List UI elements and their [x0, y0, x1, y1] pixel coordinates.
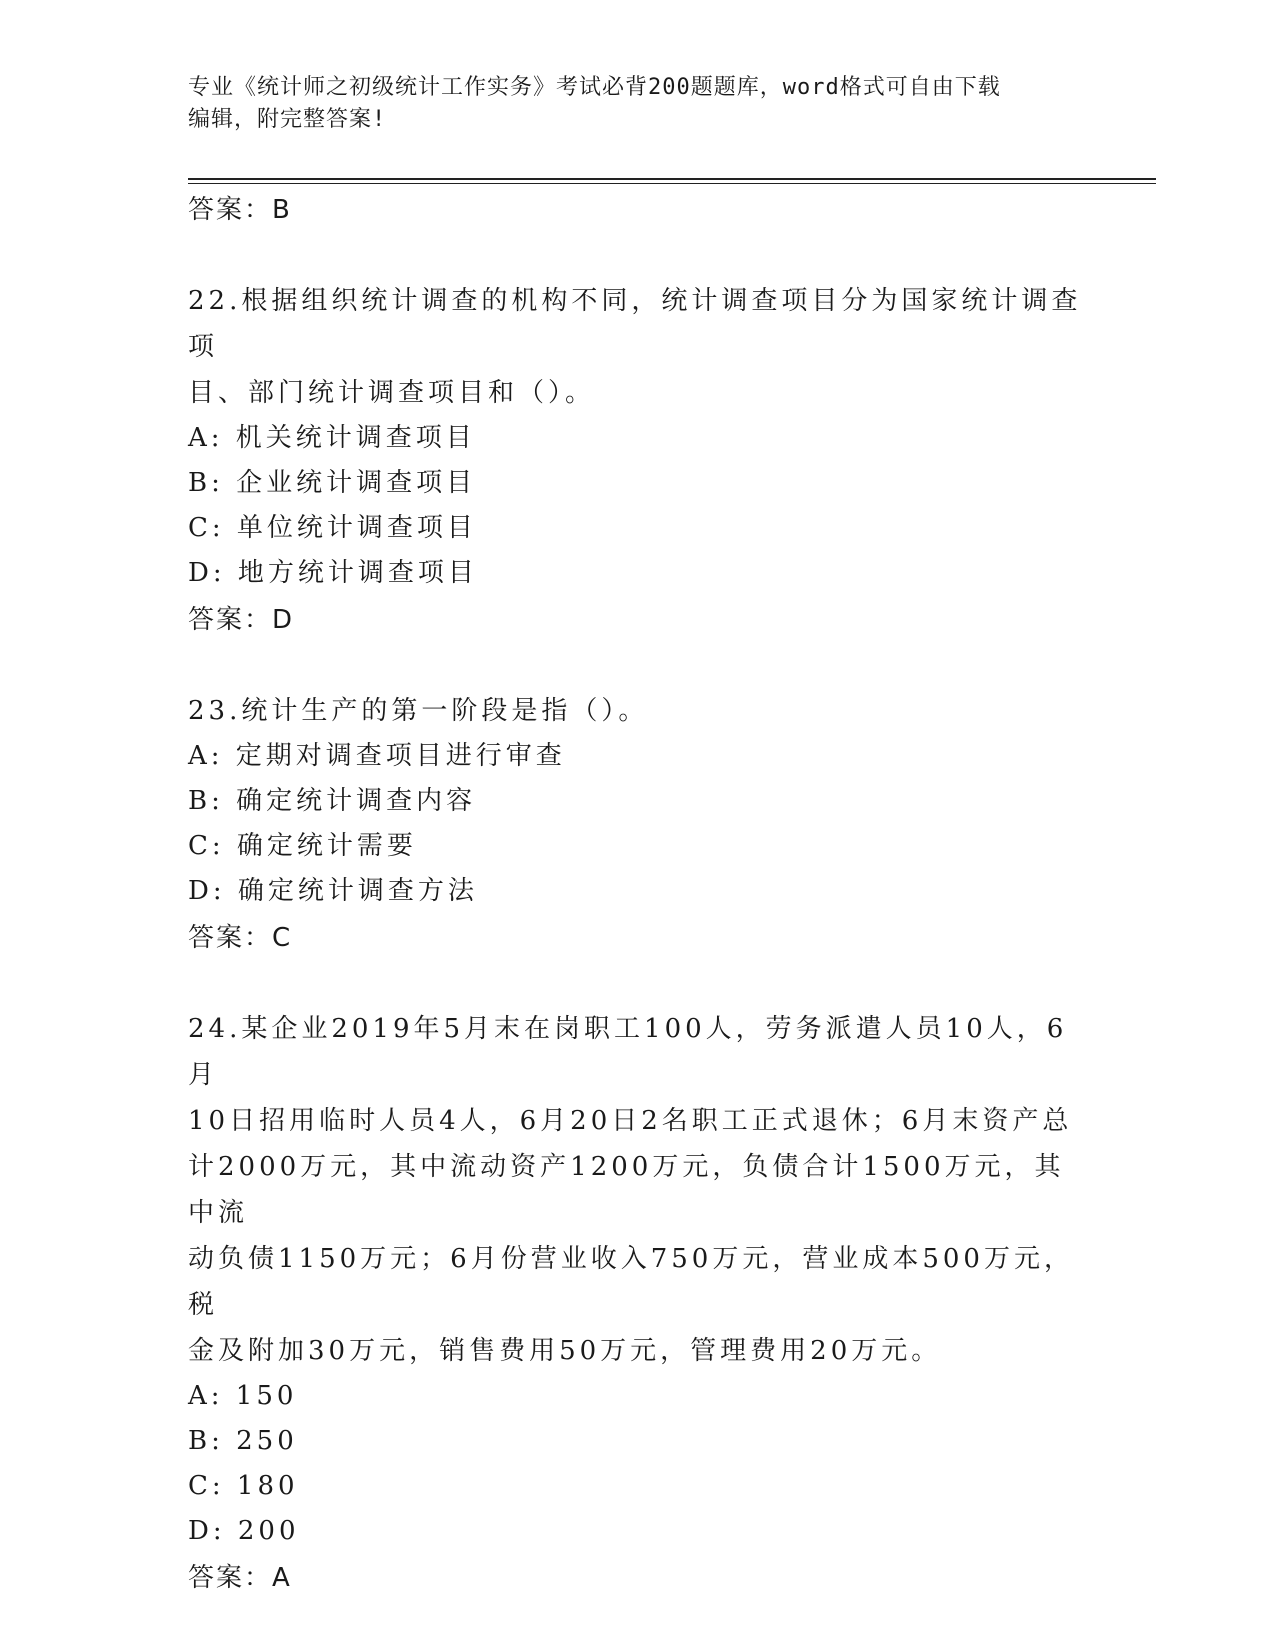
document-header — [188, 72, 1068, 136]
option-b: B: 企业统计调查项目 — [188, 468, 477, 498]
option-b: B: 250 — [188, 1426, 298, 1456]
question-line: 目、部门统计调查项目和（）。 — [188, 378, 596, 408]
header-line-2: 编辑，附完整答案! — [188, 107, 387, 132]
previous-answer: 答案：B — [188, 195, 292, 225]
question-block-24 — [188, 1006, 1088, 1602]
question-line: 24.某企业2019年5月末在岗职工100人，劳务派遣人员10人，6月 — [188, 1014, 1068, 1090]
option-b: B: 确定统计调查内容 — [188, 786, 477, 816]
question-line: 动负债1150万元；6月份营业收入750万元，营业成本500万元，税 — [188, 1244, 1074, 1320]
question-line: 22.根据组织统计调查的机构不同，统计调查项目分为国家统计调查项 — [188, 286, 1082, 362]
question-block-23 — [188, 688, 1088, 962]
option-d: D: 地方统计调查项目 — [188, 558, 478, 588]
spacer — [188, 962, 1088, 1006]
question-block-22 — [188, 278, 1088, 644]
answer: 答案：A — [188, 1563, 292, 1593]
answer: 答案：D — [188, 605, 295, 635]
option-d: D: 200 — [188, 1516, 300, 1546]
question-list — [188, 186, 1088, 1602]
question-line: 10日招用临时人员4人，6月20日2名职工正式退休；6月末资产总 — [188, 1106, 1073, 1136]
option-a: A: 机关统计调查项目 — [188, 423, 476, 453]
option-c: C: 180 — [188, 1471, 299, 1501]
option-c: C: 单位统计调查项目 — [188, 513, 477, 543]
header-rule — [188, 178, 1156, 180]
question-line: 计2000万元，其中流动资产1200万元，负债合计1500万元，其中流 — [188, 1152, 1065, 1228]
header-line-1: 专业《统计师之初级统计工作实务》考试必背200题题库，word格式可自由下载 — [188, 75, 1001, 100]
answer: 答案：C — [188, 923, 293, 953]
question-line: 23.统计生产的第一阶段是指（）。 — [188, 696, 649, 726]
spacer — [188, 234, 1088, 278]
option-a: A: 定期对调查项目进行审查 — [188, 741, 566, 771]
spacer — [188, 644, 1088, 688]
question-line: 金及附加30万元，销售费用50万元，管理费用20万元。 — [188, 1336, 942, 1366]
header-rule-thin — [188, 183, 1156, 184]
option-a: A: 150 — [188, 1381, 298, 1411]
option-c: C: 确定统计需要 — [188, 831, 417, 861]
option-d: D: 确定统计调查方法 — [188, 876, 478, 906]
